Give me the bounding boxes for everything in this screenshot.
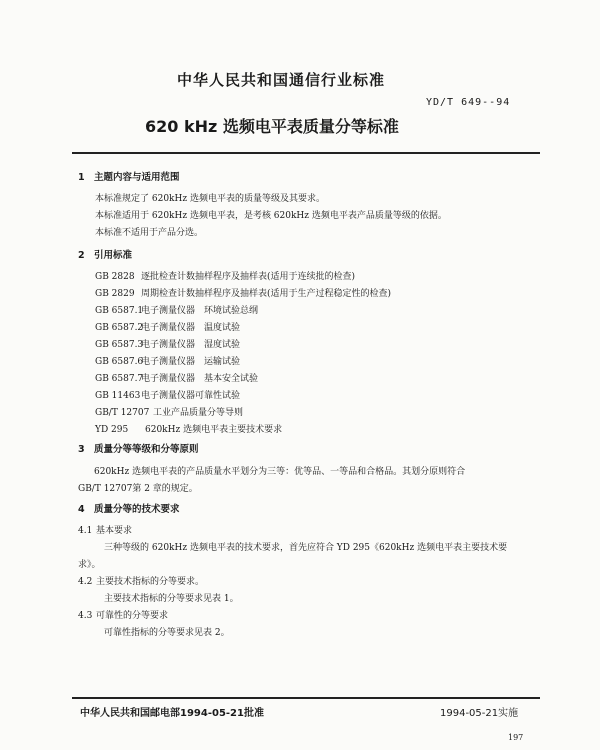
standard-code: YD/T 649--94 xyxy=(426,97,511,108)
footer-implementation-date: 1994-05-21实施 xyxy=(440,708,519,719)
footer-approval: 中华人民共和国邮电部1994-05-21批准 xyxy=(80,708,264,719)
reference-item: GB 6587.2电子测量仪器 温度试验 xyxy=(95,323,241,333)
section-1-line-2: 本标准适用于 620kHz 选频电平表，是考核 620kHz 选频电平表产品质量等级的依据。 xyxy=(95,211,447,221)
reference-item: YD 295 620kHz 选频电平表主要技术要求 xyxy=(95,425,283,435)
section-3-line-2: GB/T 12707第 2 章的规定。 xyxy=(78,484,198,494)
section-1-heading: 1 主题内容与适用范围 xyxy=(78,172,180,183)
top-rule xyxy=(72,152,540,154)
subsection-4-1-line-1: 三种等级的 620kHz 选频电平表的技术要求，首先应符合 YD 295《620kHz 选频电平表主要技术要 xyxy=(104,543,508,553)
reference-item: GB 11463电子测量仪器可靠性试验 xyxy=(95,391,241,401)
document-title: 620 kHz 选频电平表质量分等标准 xyxy=(145,117,399,136)
reference-item: GB 2828 逐批检查计数抽样程序及抽样表(适用于连续批的检查) xyxy=(95,272,356,282)
reference-item: GB 6587.6电子测量仪器 运输试验 xyxy=(95,357,241,367)
section-4-heading: 4 质量分等的技术要求 xyxy=(78,504,180,515)
subsection-4-2-heading: 4.2 主要技术指标的分等要求。 xyxy=(78,577,205,587)
subsection-4-1-line-2: 求》。 xyxy=(78,560,101,570)
section-1-line-1: 本标准规定了 620kHz 选频电平表的质量等级及其要求。 xyxy=(95,194,325,204)
subsection-4-3-heading: 4.3 可靠性的分等要求 xyxy=(78,611,169,621)
section-1-line-3: 本标准不适用于产品分选。 xyxy=(95,228,204,238)
section-3-line-1: 620kHz 选频电平表的产品质量水平划分为三等：优等品、一等品和合格品。其划分原则符合 xyxy=(94,467,466,477)
reference-item: GB 6587.3电子测量仪器 湿度试验 xyxy=(95,340,241,350)
subsection-4-2-line: 主要技术指标的分等要求见表 1。 xyxy=(104,594,239,604)
reference-item: GB 6587.1电子测量仪器 环境试验总纲 xyxy=(95,306,259,316)
subsection-4-3-line: 可靠性指标的分等要求见表 2。 xyxy=(104,628,230,638)
reference-item: GB/T 12707 工业产品质量分等导则 xyxy=(95,408,244,418)
footer-rule xyxy=(72,697,540,699)
subsection-4-1-heading: 4.1 基本要求 xyxy=(78,526,133,536)
reference-item: GB 6587.7电子测量仪器 基本安全试验 xyxy=(95,374,259,384)
header-standard-org: 中华人民共和国通信行业标准 xyxy=(177,71,386,89)
page-number: 197 xyxy=(508,733,524,742)
section-3-heading: 3 质量分等等级和分等原则 xyxy=(78,444,199,455)
section-2-heading: 2 引用标准 xyxy=(78,250,133,261)
reference-item: GB 2829 周期检查计数抽样程序及抽样表(适用于生产过程稳定性的检查) xyxy=(95,289,392,299)
